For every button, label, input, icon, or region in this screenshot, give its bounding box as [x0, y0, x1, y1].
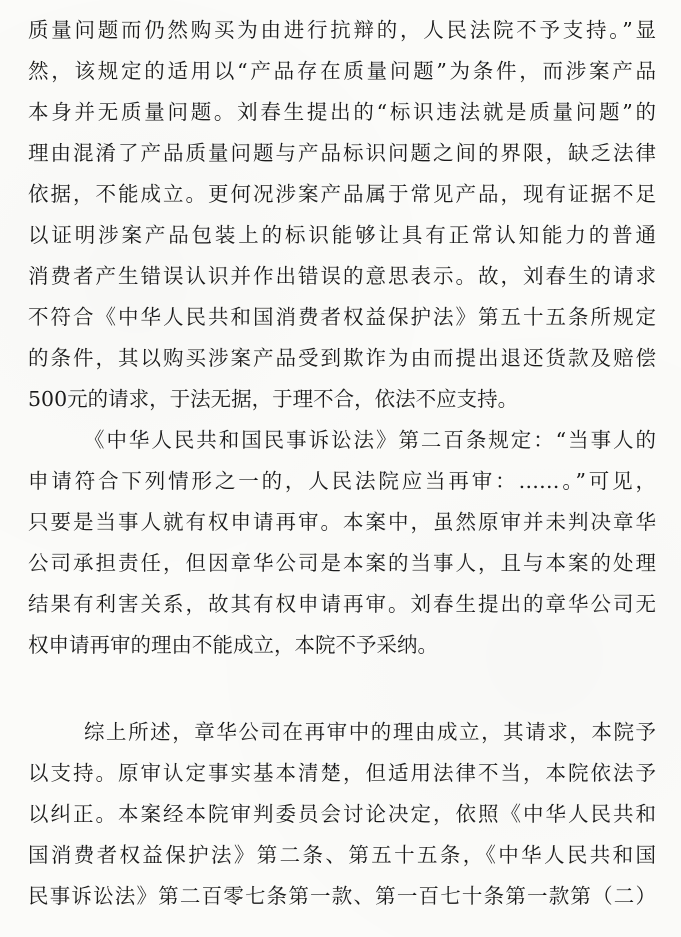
text-line: 国消费者权益保护法》第二条、第五十五条，《中华人民共和国: [28, 843, 656, 867]
text-line: 结果有利害关系，故其有权申请再审。刘春生提出的章华公司无: [28, 592, 656, 616]
text-line: 公司承担责任，但因章华公司是本案的当事人，且与本案的处理: [28, 551, 656, 575]
text-line: 以证明涉案产品包装上的标识能够让具有正常认知能力的普通: [28, 223, 656, 247]
text-line: 然，该规定的适用以“产品存在质量问题”为条件，而涉案产品: [28, 59, 656, 83]
text-line: 500元的请求，于法无据，于理不合，依法不应支持。: [28, 387, 519, 411]
text-line: 只要是当事人就有权申请再审。本案中，虽然原审并未判决章华: [28, 510, 656, 534]
paragraph-first-line: 《中华人民共和国民事诉讼法》第二百条规定：“当事人的: [84, 428, 656, 452]
text-line: 理由混淆了产品质量问题与产品标识问题之间的界限，缺乏法律: [28, 141, 656, 165]
text-line: 权申请再审的理由不能成立，本院不予采纳。: [28, 633, 438, 657]
paragraph-first-line: 综上所述，章华公司在再审中的理由成立，其请求，本院予: [84, 720, 656, 744]
text-line: 民事诉讼法》第二百零七条第一款、第一百七十条第一款第（二）: [28, 884, 656, 908]
text-line: 不符合《中华人民共和国消费者权益保护法》第五十五条所规定: [28, 305, 656, 329]
text-line: 消费者产生错误认识并作出错误的意思表示。故，刘春生的请求: [28, 264, 656, 288]
text-line: 本身并无质量问题。刘春生提出的“标识违法就是质量问题”的: [28, 100, 656, 124]
text-line: 依据，不能成立。更何况涉案产品属于常见产品，现有证据不足: [28, 182, 656, 206]
text-line: 质量问题而仍然购买为由进行抗辩的，人民法院不予支持。”显: [28, 18, 656, 42]
text-line: 申请符合下列情形之一的，人民法院应当再审：……。”可见，: [28, 469, 656, 493]
text-line: 以纠正。本案经本院审判委员会讨论决定，依照《中华人民共和: [28, 802, 656, 826]
text-line: 的条件，其以购买涉案产品受到欺诈为由而提出退还货款及赔偿: [28, 346, 656, 370]
text-line: 以支持。原审认定事实基本清楚，但适用法律不当，本院依法予: [28, 761, 656, 785]
